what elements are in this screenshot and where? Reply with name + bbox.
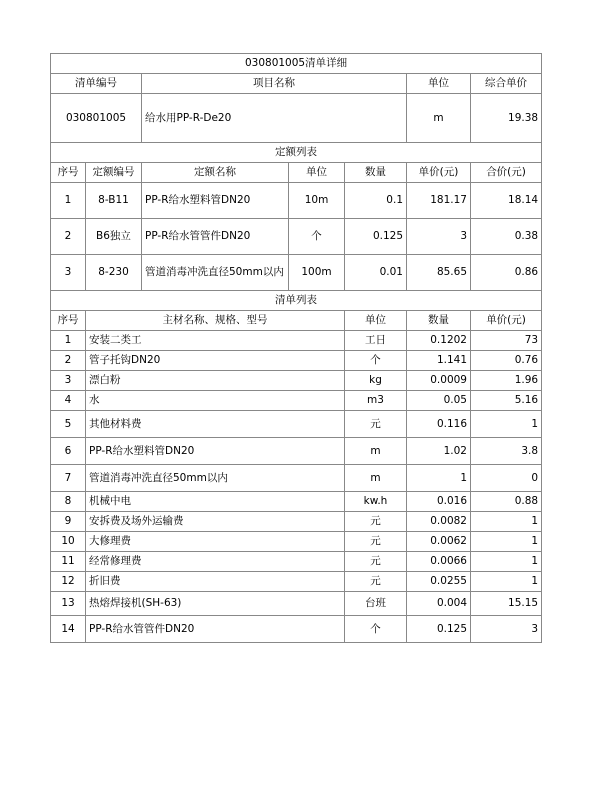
item-row <box>51 94 542 143</box>
quota-unit: 100m <box>289 255 345 291</box>
quota-unit: 个 <box>289 219 345 255</box>
material-row <box>51 391 542 411</box>
material-index: 5 <box>51 411 86 438</box>
material-unit: 工日 <box>345 331 407 351</box>
materials-section-title: 清单列表 <box>51 291 542 311</box>
quota-row <box>51 219 542 255</box>
material-index: 2 <box>51 351 86 371</box>
materials-col-header: 单价(元) <box>471 311 542 331</box>
material-unit: kg <box>345 371 407 391</box>
material-name: 机械中电 <box>86 492 345 512</box>
material-unit: 台班 <box>345 592 407 616</box>
material-qty: 0.016 <box>407 492 471 512</box>
col-header-code: 清单编号 <box>51 74 142 94</box>
material-unit: m <box>345 465 407 492</box>
material-unit: 元 <box>345 552 407 572</box>
quota-name: 管道消毒冲洗直径50mm以内 <box>142 255 289 291</box>
material-qty: 0.0066 <box>407 552 471 572</box>
material-unit-price: 5.16 <box>471 391 542 411</box>
material-index: 3 <box>51 371 86 391</box>
material-index: 11 <box>51 552 86 572</box>
material-qty: 0.0255 <box>407 572 471 592</box>
material-qty: 0.125 <box>407 616 471 643</box>
material-row <box>51 331 542 351</box>
material-index: 10 <box>51 532 86 552</box>
material-index: 13 <box>51 592 86 616</box>
quota-col-header: 合价(元) <box>471 163 542 183</box>
material-name: 其他材料费 <box>86 411 345 438</box>
material-unit-price: 0 <box>471 465 542 492</box>
material-row <box>51 552 542 572</box>
item-price: 19.38 <box>471 94 542 143</box>
quota-col-header: 定额名称 <box>142 163 289 183</box>
material-unit-price: 15.15 <box>471 592 542 616</box>
material-name: PP-R给水管管件DN20 <box>86 616 345 643</box>
materials-col-header: 单位 <box>345 311 407 331</box>
material-unit-price: 1 <box>471 411 542 438</box>
material-name: 热熔焊接机(SH-63) <box>86 592 345 616</box>
quota-section-title: 定额列表 <box>51 143 542 163</box>
quota-col-header: 单位 <box>289 163 345 183</box>
material-qty: 0.0062 <box>407 532 471 552</box>
quota-code: 8-B11 <box>86 183 142 219</box>
material-index: 1 <box>51 331 86 351</box>
quota-row <box>51 255 542 291</box>
quota-total: 0.38 <box>471 219 542 255</box>
material-unit-price: 3.8 <box>471 438 542 465</box>
material-index: 8 <box>51 492 86 512</box>
material-row <box>51 616 542 643</box>
material-unit-price: 1 <box>471 512 542 532</box>
material-qty: 0.116 <box>407 411 471 438</box>
material-index: 9 <box>51 512 86 532</box>
quota-total: 0.86 <box>471 255 542 291</box>
item-header-row <box>51 74 542 94</box>
quota-col-header: 定额编号 <box>86 163 142 183</box>
quota-index: 2 <box>51 219 86 255</box>
material-row <box>51 592 542 616</box>
quota-unit-price: 85.65 <box>407 255 471 291</box>
quota-code: B6独立 <box>86 219 142 255</box>
material-unit: 个 <box>345 616 407 643</box>
material-name: 水 <box>86 391 345 411</box>
quota-name: PP-R给水管管件DN20 <box>142 219 289 255</box>
material-name: 安装二类工 <box>86 331 345 351</box>
material-unit: 元 <box>345 572 407 592</box>
item-code: 030801005 <box>51 94 142 143</box>
material-name: 经常修理费 <box>86 552 345 572</box>
material-unit-price: 1 <box>471 572 542 592</box>
material-qty: 0.05 <box>407 391 471 411</box>
quota-qty: 0.1 <box>345 183 407 219</box>
material-row <box>51 371 542 391</box>
quota-row <box>51 183 542 219</box>
materials-header-row <box>51 311 542 331</box>
quota-header-row <box>51 163 542 183</box>
quota-col-header: 数量 <box>345 163 407 183</box>
quota-unit: 10m <box>289 183 345 219</box>
material-unit-price: 0.76 <box>471 351 542 371</box>
material-qty: 0.004 <box>407 592 471 616</box>
quota-code: 8-230 <box>86 255 142 291</box>
material-unit: 元 <box>345 411 407 438</box>
quota-section-row <box>51 143 542 163</box>
material-unit: 元 <box>345 512 407 532</box>
sheet-title: 030801005清单详细 <box>51 54 542 74</box>
material-name: PP-R给水塑料管DN20 <box>86 438 345 465</box>
col-header-unit: 单位 <box>407 74 471 94</box>
material-row <box>51 351 542 371</box>
material-row <box>51 438 542 465</box>
material-qty: 0.0009 <box>407 371 471 391</box>
material-unit: 元 <box>345 532 407 552</box>
materials-col-header: 序号 <box>51 311 86 331</box>
material-index: 12 <box>51 572 86 592</box>
material-row <box>51 492 542 512</box>
material-unit-price: 1 <box>471 532 542 552</box>
material-qty: 0.1202 <box>407 331 471 351</box>
material-unit-price: 0.88 <box>471 492 542 512</box>
material-index: 6 <box>51 438 86 465</box>
material-name: 漂白粉 <box>86 371 345 391</box>
material-unit-price: 1 <box>471 552 542 572</box>
bill-detail-table <box>50 53 542 643</box>
material-row <box>51 512 542 532</box>
material-index: 7 <box>51 465 86 492</box>
material-unit-price: 73 <box>471 331 542 351</box>
material-name: 安拆费及场外运输费 <box>86 512 345 532</box>
material-name: 大修理费 <box>86 532 345 552</box>
quota-qty: 0.125 <box>345 219 407 255</box>
quota-qty: 0.01 <box>345 255 407 291</box>
material-unit: m <box>345 438 407 465</box>
col-header-name: 项目名称 <box>142 74 407 94</box>
item-name: 给水用PP-R-De20 <box>142 94 407 143</box>
material-row <box>51 411 542 438</box>
material-qty: 0.0082 <box>407 512 471 532</box>
material-unit-price: 1.96 <box>471 371 542 391</box>
material-unit: 个 <box>345 351 407 371</box>
material-index: 14 <box>51 616 86 643</box>
quota-index: 1 <box>51 183 86 219</box>
material-row <box>51 572 542 592</box>
material-qty: 1.02 <box>407 438 471 465</box>
quota-name: PP-R给水塑料管DN20 <box>142 183 289 219</box>
material-name: 管子托钩DN20 <box>86 351 345 371</box>
material-row <box>51 532 542 552</box>
material-unit: kw.h <box>345 492 407 512</box>
material-name: 折旧费 <box>86 572 345 592</box>
quota-total: 18.14 <box>471 183 542 219</box>
col-header-price: 综合单价 <box>471 74 542 94</box>
material-qty: 1.141 <box>407 351 471 371</box>
materials-section-row <box>51 291 542 311</box>
quota-col-header: 序号 <box>51 163 86 183</box>
materials-col-header: 主材名称、规格、型号 <box>86 311 345 331</box>
quota-index: 3 <box>51 255 86 291</box>
quota-unit-price: 181.17 <box>407 183 471 219</box>
material-unit: m3 <box>345 391 407 411</box>
title-row <box>51 54 542 74</box>
material-name: 管道消毒冲洗直径50mm以内 <box>86 465 345 492</box>
item-unit: m <box>407 94 471 143</box>
material-qty: 1 <box>407 465 471 492</box>
material-unit-price: 3 <box>471 616 542 643</box>
quota-col-header: 单价(元) <box>407 163 471 183</box>
material-row <box>51 465 542 492</box>
materials-col-header: 数量 <box>407 311 471 331</box>
material-index: 4 <box>51 391 86 411</box>
quota-unit-price: 3 <box>407 219 471 255</box>
